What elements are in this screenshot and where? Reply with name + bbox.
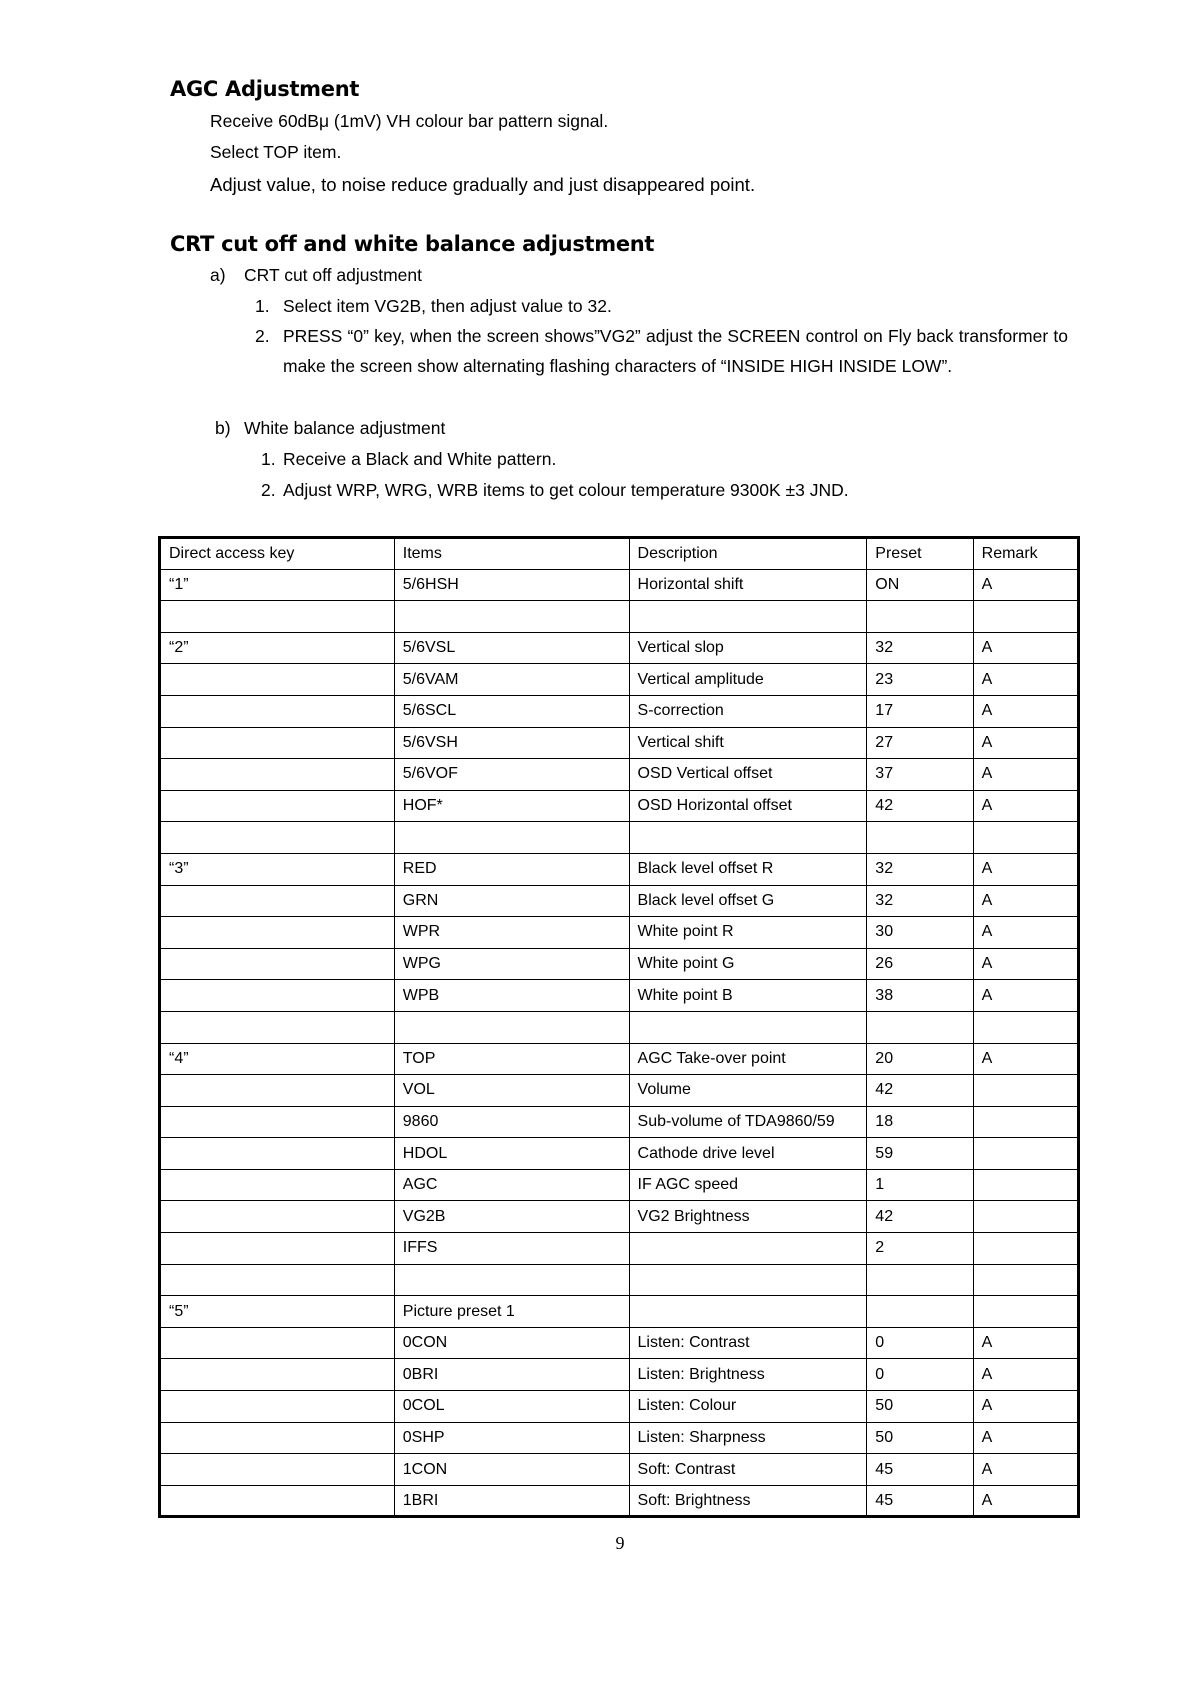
description-cell: Listen: Colour <box>629 1391 867 1423</box>
description-cell: VG2 Brightness <box>629 1201 867 1233</box>
remark-cell <box>973 1106 1078 1138</box>
description-cell <box>629 1264 867 1296</box>
crt-b-step-1-num: 1. <box>261 449 276 469</box>
key-cell <box>160 1106 395 1138</box>
remark-cell: A <box>973 853 1078 885</box>
key-cell: “5” <box>160 1296 395 1328</box>
preset-cell: 45 <box>867 1485 973 1517</box>
item-cell: 5/6VSH <box>394 727 629 759</box>
item-cell: GRN <box>394 885 629 917</box>
crt-b-marker: b) <box>215 418 231 438</box>
table-header-row <box>160 538 1079 570</box>
table-row <box>160 1327 1079 1359</box>
table-row <box>160 632 1079 664</box>
item-cell: VOL <box>394 1075 629 1107</box>
header-items: Items <box>394 538 629 570</box>
preset-cell: 0 <box>867 1327 973 1359</box>
description-cell: Black level offset G <box>629 885 867 917</box>
key-cell <box>160 948 395 980</box>
agc-line-3: Adjust value, to noise reduce gradually and just disappeared point. <box>210 174 756 195</box>
item-cell: 9860 <box>394 1106 629 1138</box>
table-row <box>160 1106 1079 1138</box>
preset-cell: 26 <box>867 948 973 980</box>
item-cell: WPG <box>394 948 629 980</box>
remark-cell: A <box>973 1454 1078 1486</box>
description-cell <box>629 1296 867 1328</box>
remark-cell: A <box>973 885 1078 917</box>
key-cell <box>160 1264 395 1296</box>
key-cell <box>160 727 395 759</box>
description-cell: Sub-volume of TDA9860/59 <box>629 1106 867 1138</box>
preset-cell: 32 <box>867 632 973 664</box>
key-cell <box>160 885 395 917</box>
remark-cell: A <box>973 1485 1078 1517</box>
crt-a-marker: a) <box>210 265 226 285</box>
key-cell <box>160 1138 395 1170</box>
item-cell: 1BRI <box>394 1485 629 1517</box>
table-row <box>160 1422 1079 1454</box>
key-cell: “1” <box>160 569 395 601</box>
key-cell <box>160 1201 395 1233</box>
remark-cell <box>973 1296 1078 1328</box>
table-row <box>160 1233 1079 1265</box>
remark-cell: A <box>973 1359 1078 1391</box>
preset-cell: 42 <box>867 1201 973 1233</box>
table-row <box>160 948 1079 980</box>
preset-cell: 0 <box>867 1359 973 1391</box>
description-cell: White point R <box>629 917 867 949</box>
remark-cell <box>973 1264 1078 1296</box>
item-cell: WPB <box>394 980 629 1012</box>
table-row <box>160 601 1079 633</box>
remark-cell <box>973 1169 1078 1201</box>
remark-cell: A <box>973 759 1078 791</box>
item-cell: 1CON <box>394 1454 629 1486</box>
remark-cell <box>973 1138 1078 1170</box>
crt-b-title: White balance adjustment <box>244 418 446 438</box>
description-cell: Horizontal shift <box>629 569 867 601</box>
table-row <box>160 853 1079 885</box>
item-cell: Picture preset 1 <box>394 1296 629 1328</box>
remark-cell <box>973 1233 1078 1265</box>
description-cell <box>629 601 867 633</box>
remark-cell <box>973 822 1078 854</box>
remark-cell: A <box>973 569 1078 601</box>
description-cell: OSD Vertical offset <box>629 759 867 791</box>
remark-cell: A <box>973 695 1078 727</box>
item-cell: 5/6HSH <box>394 569 629 601</box>
preset-cell: ON <box>867 569 973 601</box>
parameter-table <box>158 536 1080 1518</box>
crt-b-step-2-text: Adjust WRP, WRG, WRB items to get colour temperature 9300K ±3 JND. <box>283 480 849 500</box>
key-cell: “4” <box>160 1043 395 1075</box>
description-cell: S-correction <box>629 695 867 727</box>
remark-cell: A <box>973 1422 1078 1454</box>
table-body <box>160 569 1079 1517</box>
key-cell <box>160 601 395 633</box>
item-cell: WPR <box>394 917 629 949</box>
remark-cell: A <box>973 980 1078 1012</box>
description-cell: Listen: Sharpness <box>629 1422 867 1454</box>
remark-cell: A <box>973 632 1078 664</box>
item-cell: AGC <box>394 1169 629 1201</box>
preset-cell <box>867 822 973 854</box>
crt-a-step-2-num: 2. <box>255 326 270 346</box>
preset-cell <box>867 1264 973 1296</box>
description-cell: White point G <box>629 948 867 980</box>
key-cell <box>160 980 395 1012</box>
description-cell: Cathode drive level <box>629 1138 867 1170</box>
key-cell <box>160 1233 395 1265</box>
preset-cell: 30 <box>867 917 973 949</box>
item-cell: 0BRI <box>394 1359 629 1391</box>
crt-a-step-1-num: 1. <box>255 296 270 316</box>
key-cell <box>160 759 395 791</box>
item-cell: 0SHP <box>394 1422 629 1454</box>
table-row <box>160 1138 1079 1170</box>
table-row <box>160 885 1079 917</box>
key-cell <box>160 917 395 949</box>
table-row <box>160 759 1079 791</box>
item-cell: HOF* <box>394 790 629 822</box>
key-cell <box>160 1327 395 1359</box>
item-cell <box>394 601 629 633</box>
item-cell: 5/6VOF <box>394 759 629 791</box>
description-cell: Volume <box>629 1075 867 1107</box>
description-cell: Listen: Contrast <box>629 1327 867 1359</box>
description-cell <box>629 822 867 854</box>
preset-cell <box>867 1011 973 1043</box>
item-cell: 0CON <box>394 1327 629 1359</box>
item-cell: VG2B <box>394 1201 629 1233</box>
key-cell <box>160 664 395 696</box>
table-row <box>160 1075 1079 1107</box>
preset-cell <box>867 601 973 633</box>
remark-cell <box>973 1011 1078 1043</box>
key-cell <box>160 1075 395 1107</box>
remark-cell <box>973 1075 1078 1107</box>
key-cell <box>160 1359 395 1391</box>
preset-cell: 50 <box>867 1422 973 1454</box>
remark-cell <box>973 1201 1078 1233</box>
remark-cell: A <box>973 664 1078 696</box>
description-cell: IF AGC speed <box>629 1169 867 1201</box>
table-row <box>160 569 1079 601</box>
key-cell <box>160 695 395 727</box>
key-cell <box>160 790 395 822</box>
item-cell: 5/6SCL <box>394 695 629 727</box>
preset-cell: 32 <box>867 885 973 917</box>
table-row <box>160 727 1079 759</box>
preset-cell: 59 <box>867 1138 973 1170</box>
table-row <box>160 822 1079 854</box>
key-cell <box>160 1169 395 1201</box>
crt-a-step-2-text: PRESS “0” key, when the screen shows”VG2” adjust the SCREEN control on Fly back transformer to make the screen show alternating flashing characters of “INSIDE HIGH INSIDE LOW”. <box>283 326 1068 376</box>
preset-cell: 38 <box>867 980 973 1012</box>
table-row <box>160 790 1079 822</box>
table-row <box>160 1454 1079 1486</box>
crt-a-step-1-text: Select item VG2B, then adjust value to 32. <box>283 296 612 316</box>
description-cell: White point B <box>629 980 867 1012</box>
header-description: Description <box>629 538 867 570</box>
description-cell <box>629 1233 867 1265</box>
table-row <box>160 1011 1079 1043</box>
key-cell: “2” <box>160 632 395 664</box>
table-row <box>160 695 1079 727</box>
table-row <box>160 1485 1079 1517</box>
description-cell: Soft: Brightness <box>629 1485 867 1517</box>
remark-cell <box>973 601 1078 633</box>
preset-cell: 45 <box>867 1454 973 1486</box>
table-row <box>160 1359 1079 1391</box>
table-row <box>160 1043 1079 1075</box>
key-cell <box>160 1454 395 1486</box>
crt-b-step-1-text: Receive a Black and White pattern. <box>283 449 557 469</box>
remark-cell: A <box>973 727 1078 759</box>
preset-cell: 1 <box>867 1169 973 1201</box>
preset-cell: 42 <box>867 790 973 822</box>
item-cell: 0COL <box>394 1391 629 1423</box>
header-remark: Remark <box>973 538 1078 570</box>
crt-a-title: CRT cut off adjustment <box>244 265 423 285</box>
preset-cell: 2 <box>867 1233 973 1265</box>
item-cell: RED <box>394 853 629 885</box>
table-row <box>160 1296 1079 1328</box>
item-cell <box>394 1264 629 1296</box>
remark-cell: A <box>973 917 1078 949</box>
header-preset: Preset <box>867 538 973 570</box>
key-cell <box>160 1485 395 1517</box>
description-cell: AGC Take-over point <box>629 1043 867 1075</box>
header-direct-access-key: Direct access key <box>160 538 395 570</box>
description-cell: Soft: Contrast <box>629 1454 867 1486</box>
key-cell <box>160 822 395 854</box>
item-cell <box>394 822 629 854</box>
description-cell: Vertical amplitude <box>629 664 867 696</box>
key-cell <box>160 1422 395 1454</box>
description-cell: Black level offset R <box>629 853 867 885</box>
preset-cell: 17 <box>867 695 973 727</box>
remark-cell: A <box>973 948 1078 980</box>
agc-line-1: Receive 60dBμ (1mV) VH colour bar pattern signal. <box>210 111 609 131</box>
preset-cell: 42 <box>867 1075 973 1107</box>
table-row <box>160 1391 1079 1423</box>
item-cell: 5/6VSL <box>394 632 629 664</box>
key-cell <box>160 1011 395 1043</box>
description-cell: Listen: Brightness <box>629 1359 867 1391</box>
item-cell: HDOL <box>394 1138 629 1170</box>
preset-cell: 32 <box>867 853 973 885</box>
remark-cell: A <box>973 790 1078 822</box>
remark-cell: A <box>973 1043 1078 1075</box>
preset-cell: 27 <box>867 727 973 759</box>
table-row <box>160 1169 1079 1201</box>
remark-cell: A <box>973 1327 1078 1359</box>
remark-cell: A <box>973 1391 1078 1423</box>
table-row <box>160 664 1079 696</box>
item-cell: TOP <box>394 1043 629 1075</box>
item-cell: 5/6VAM <box>394 664 629 696</box>
description-cell: OSD Horizontal offset <box>629 790 867 822</box>
table-row <box>160 917 1079 949</box>
item-cell: IFFS <box>394 1233 629 1265</box>
agc-heading: AGC Adjustment <box>170 77 360 101</box>
crt-heading: CRT cut off and white balance adjustment <box>170 232 655 256</box>
preset-cell: 50 <box>867 1391 973 1423</box>
preset-cell: 20 <box>867 1043 973 1075</box>
crt-b-step-2-num: 2. <box>261 480 276 500</box>
table-row <box>160 980 1079 1012</box>
preset-cell: 23 <box>867 664 973 696</box>
description-cell: Vertical shift <box>629 727 867 759</box>
table-row <box>160 1264 1079 1296</box>
preset-cell <box>867 1296 973 1328</box>
preset-cell: 37 <box>867 759 973 791</box>
table-row <box>160 1201 1079 1233</box>
key-cell: “3” <box>160 853 395 885</box>
description-cell: Vertical slop <box>629 632 867 664</box>
key-cell <box>160 1391 395 1423</box>
page-number: 9 <box>615 1533 625 1553</box>
preset-cell: 18 <box>867 1106 973 1138</box>
description-cell <box>629 1011 867 1043</box>
agc-line-2: Select TOP item. <box>210 142 342 162</box>
item-cell <box>394 1011 629 1043</box>
